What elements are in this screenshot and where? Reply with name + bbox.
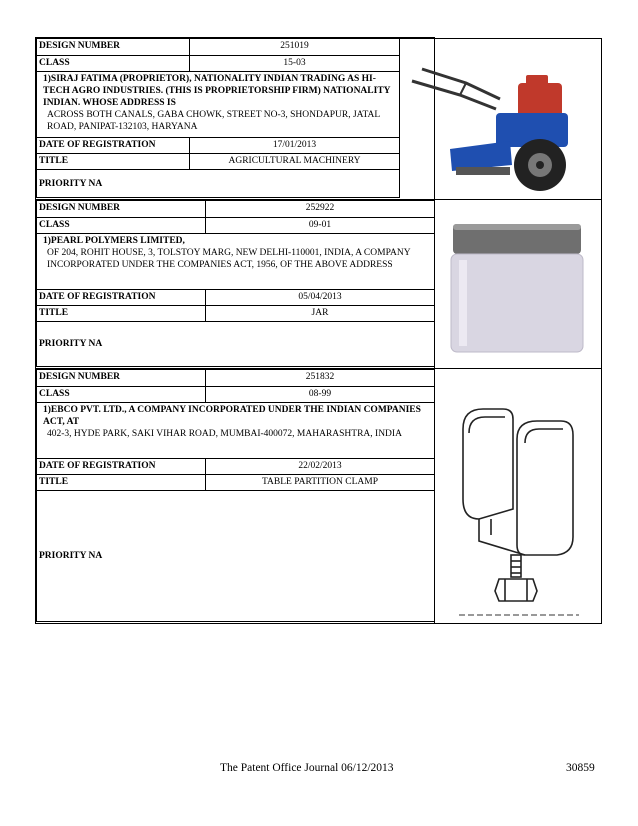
jar-image — [433, 199, 602, 369]
class-label: CLASS — [37, 387, 206, 403]
applicant-name: 1)SIRAJ FATIMA (PROPRIETOR), NATIONALITY INDIAN TRADING AS HI-TECH AGRO INDUSTRIES. (THIS IS PROPRIETORSHIP FIRM) NATIONALITY INDIAN. WHOSE ADDRESS IS — [43, 74, 391, 108]
class-label: CLASS — [37, 56, 190, 72]
applicant-address: OF 204, ROHIT HOUSE, 3, TOLSTOY MARG, NEW DELHI-110001, INDIA, A COMPANY INCORPORATED UNDER THE COMPANIES ACT, 1956, OF THE ABOVE ADDRESS — [47, 248, 411, 270]
design-number-label: DESIGN NUMBER — [37, 201, 206, 218]
priority-label: PRIORITY NA — [37, 322, 435, 367]
class-value: 15-03 — [190, 56, 400, 72]
applicant-cell — [37, 72, 400, 138]
class-value: 08-99 — [206, 387, 435, 403]
design-record-2 — [35, 199, 435, 369]
title-label: TITLE — [37, 306, 206, 322]
page-number: 30859 — [566, 762, 595, 774]
title-label: TITLE — [37, 475, 206, 491]
design-record-3 — [35, 368, 435, 624]
applicant-name: 1)EBCO PVT. LTD., A COMPANY INCORPORATED UNDER THE INDIAN COMPANIES ACT, AT — [43, 405, 421, 427]
date-of-registration-label: DATE OF REGISTRATION — [37, 459, 206, 475]
class-value: 09-01 — [206, 218, 435, 234]
design-number-label: DESIGN NUMBER — [37, 370, 206, 387]
date-of-registration-value: 17/01/2013 — [190, 138, 400, 154]
design-number-label: DESIGN NUMBER — [37, 39, 190, 56]
design-record-1 — [35, 37, 435, 200]
applicant-address: ACROSS BOTH CANALS, GABA CHOWK, STREET NO-3, SHONDAPUR, JATAL ROAD, PANIPAT-132103, HARYANA — [47, 110, 380, 132]
design-number-value: 251832 — [206, 370, 435, 387]
priority-label: PRIORITY NA — [37, 491, 435, 622]
applicant-name: 1)PEARL POLYMERS LIMITED, — [43, 236, 185, 246]
clamp-drawing-image — [433, 368, 602, 624]
applicant-cell — [37, 234, 435, 290]
tiller-machine-image — [398, 38, 602, 200]
date-of-registration-value: 22/02/2013 — [206, 459, 435, 475]
title-value: TABLE PARTITION CLAMP — [206, 475, 435, 491]
title-value: JAR — [206, 306, 435, 322]
applicant-address: 402-3, HYDE PARK, SAKI VIHAR ROAD, MUMBAI-400072, MAHARASHTRA, INDIA — [47, 429, 402, 439]
date-of-registration-label: DATE OF REGISTRATION — [37, 138, 190, 154]
priority-label: PRIORITY NA — [37, 170, 400, 198]
design-number-value: 251019 — [190, 39, 400, 56]
journal-footer: The Patent Office Journal 06/12/2013 — [220, 762, 394, 774]
class-label: CLASS — [37, 218, 206, 234]
title-value: AGRICULTURAL MACHINERY — [190, 154, 400, 170]
applicant-cell — [37, 403, 435, 459]
design-number-value: 252922 — [206, 201, 435, 218]
title-label: TITLE — [37, 154, 190, 170]
date-of-registration-label: DATE OF REGISTRATION — [37, 290, 206, 306]
date-of-registration-value: 05/04/2013 — [206, 290, 435, 306]
